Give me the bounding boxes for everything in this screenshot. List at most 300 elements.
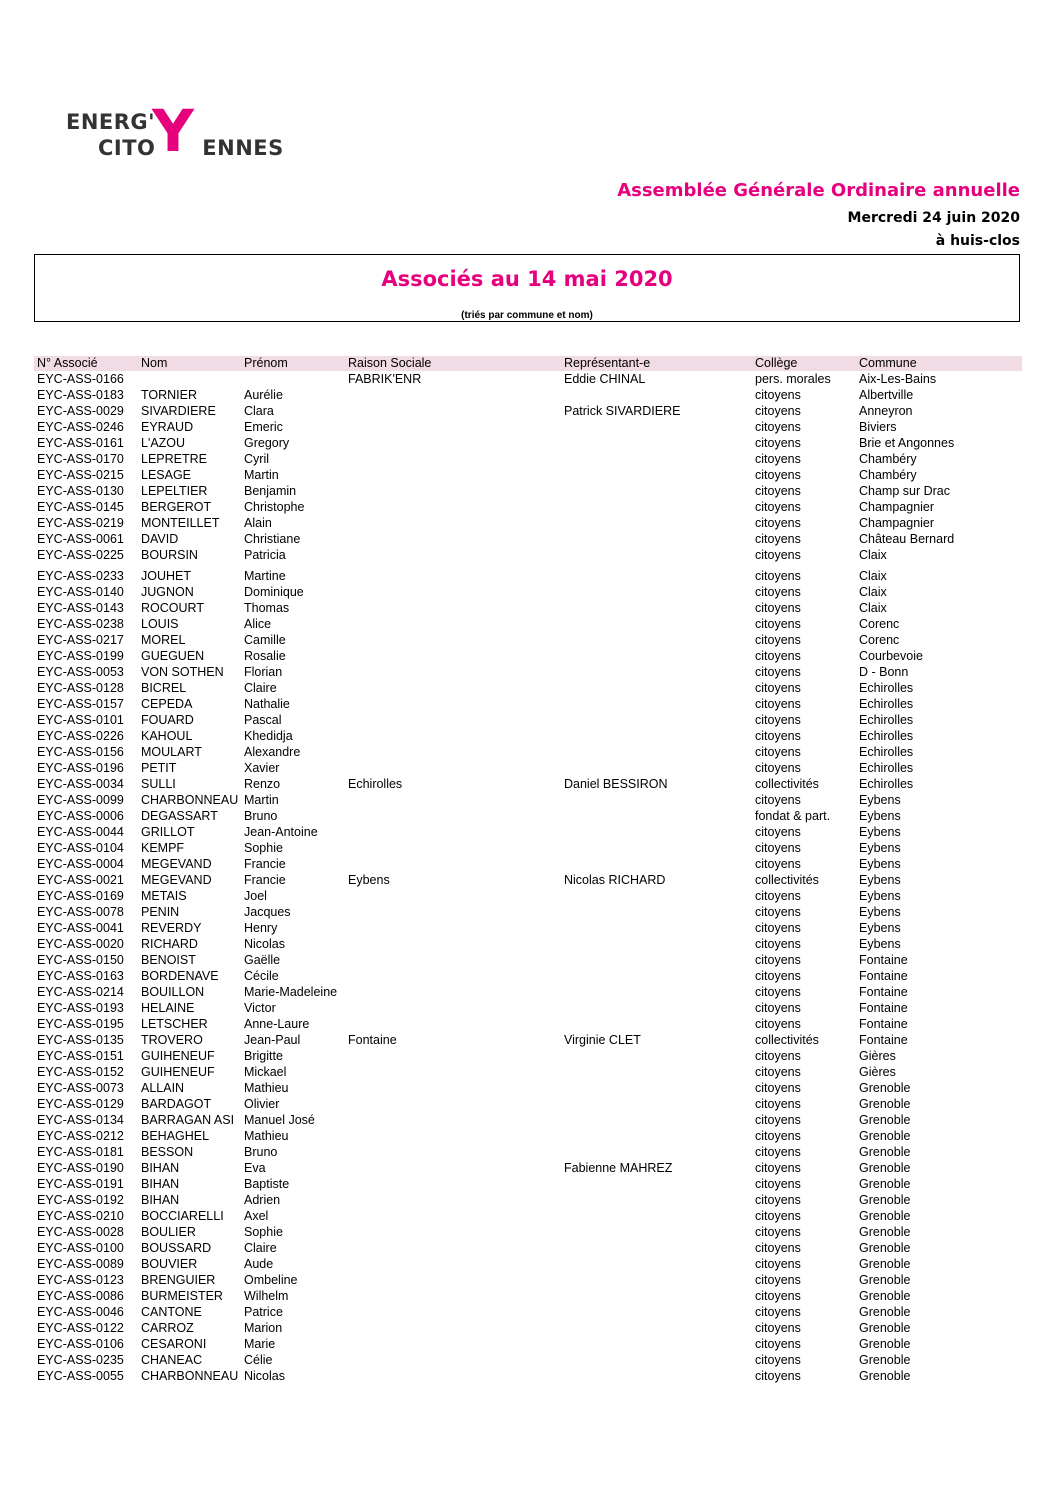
- table-row: [34, 403, 1022, 419]
- table-row: [34, 1096, 1022, 1112]
- table-cell: EYC-ASS-0055: [37, 1369, 124, 1383]
- table-cell: GUIHENEUF: [141, 1049, 215, 1063]
- table-cell: Marie-Madeleine: [244, 985, 338, 999]
- table-cell: Echirolles: [859, 681, 914, 695]
- table-cell: EYC-ASS-0021: [37, 873, 124, 887]
- table-cell: MOULART: [141, 745, 202, 759]
- table-cell: citoyens: [755, 1177, 801, 1191]
- table-cell: citoyens: [755, 745, 801, 759]
- table-cell: Grenoble: [859, 1305, 911, 1319]
- table-cell: citoyens: [755, 729, 801, 743]
- table-row: [34, 1128, 1022, 1144]
- table-cell: METAIS: [141, 889, 187, 903]
- table-cell: Xavier: [244, 761, 280, 775]
- table-cell: EYC-ASS-0157: [37, 697, 124, 711]
- table-cell: Alain: [244, 516, 272, 530]
- logo-line1: ENERG': [66, 110, 156, 134]
- table-cell: Cyril: [244, 452, 269, 466]
- table-cell: citoyens: [755, 649, 801, 663]
- table-cell: citoyens: [755, 1273, 801, 1287]
- table-cell: Daniel BESSIRON: [564, 777, 668, 791]
- table-cell: citoyens: [755, 516, 801, 530]
- table-cell: LESAGE: [141, 468, 192, 482]
- table-cell: Thomas: [244, 601, 290, 615]
- table-cell: LETSCHER: [141, 1017, 208, 1031]
- table-cell: Claire: [244, 681, 277, 695]
- table-cell: Patrick SIVARDIERE: [564, 404, 681, 418]
- table-cell: EYC-ASS-0183: [37, 388, 124, 402]
- column-header: Raison Sociale: [348, 356, 432, 370]
- table-row: [34, 1176, 1022, 1192]
- table-cell: Eybens: [859, 793, 901, 807]
- table-cell: Albertville: [859, 388, 914, 402]
- table-cell: SIVARDIERE: [141, 404, 216, 418]
- table-cell: Grenoble: [859, 1321, 911, 1335]
- table-cell: citoyens: [755, 1209, 801, 1223]
- table-cell: EYC-ASS-0210: [37, 1209, 124, 1223]
- table-cell: Biviers: [859, 420, 897, 434]
- table-cell: EYC-ASS-0061: [37, 532, 124, 546]
- members-table: [34, 356, 1022, 1384]
- table-cell: VON SOTHEN: [141, 665, 224, 679]
- table-cell: EYC-ASS-0219: [37, 516, 124, 530]
- table-cell: citoyens: [755, 953, 801, 967]
- table-cell: D - Bonn: [859, 665, 909, 679]
- table-cell: Mathieu: [244, 1081, 289, 1095]
- table-cell: Cécile: [244, 969, 279, 983]
- table-cell: L'AZOU: [141, 436, 186, 450]
- table-cell: CEPEDA: [141, 697, 193, 711]
- table-cell: Grenoble: [859, 1337, 911, 1351]
- table-cell: citoyens: [755, 1065, 801, 1079]
- table-row: [34, 435, 1022, 451]
- table-cell: Echirolles: [859, 729, 914, 743]
- table-cell: Mathieu: [244, 1129, 289, 1143]
- table-cell: EYC-ASS-0099: [37, 793, 124, 807]
- table-cell: citoyens: [755, 1113, 801, 1127]
- table-cell: HELAINE: [141, 1001, 195, 1015]
- table-cell: Grenoble: [859, 1177, 911, 1191]
- table-cell: Echirolles: [859, 761, 914, 775]
- table-cell: BEHAGHEL: [141, 1129, 210, 1143]
- table-cell: Eybens: [859, 873, 901, 887]
- table-cell: BIHAN: [141, 1193, 180, 1207]
- table-cell: EYC-ASS-0041: [37, 921, 124, 935]
- table-cell: EYC-ASS-0214: [37, 985, 124, 999]
- table-cell: Grenoble: [859, 1241, 911, 1255]
- table-cell: EYC-ASS-0101: [37, 713, 124, 727]
- table-cell: EYC-ASS-0225: [37, 548, 124, 562]
- table-cell: citoyens: [755, 617, 801, 631]
- table-row: [34, 952, 1022, 968]
- table-cell: citoyens: [755, 404, 801, 418]
- column-header: Représentant-e: [564, 356, 651, 370]
- table-cell: EYC-ASS-0151: [37, 1049, 124, 1063]
- table-cell: citoyens: [755, 697, 801, 711]
- table-row: [34, 840, 1022, 856]
- table-cell: Jean-Paul: [244, 1033, 301, 1047]
- table-cell: Eybens: [348, 873, 390, 887]
- table-cell: EYC-ASS-0191: [37, 1177, 124, 1191]
- table-row: [34, 824, 1022, 840]
- table-cell: citoyens: [755, 468, 801, 482]
- table-cell: EYC-ASS-0238: [37, 617, 124, 631]
- table-cell: ROCOURT: [141, 601, 204, 615]
- table-row: [34, 1064, 1022, 1080]
- table-cell: citoyens: [755, 388, 801, 402]
- table-cell: BARDAGOT: [141, 1097, 212, 1111]
- table-row: [34, 1336, 1022, 1352]
- column-header: Collège: [755, 356, 798, 370]
- table-cell: Claix: [859, 548, 887, 562]
- table-cell: KAHOUL: [141, 729, 193, 743]
- table-cell: Grenoble: [859, 1209, 911, 1223]
- table-cell: LEPELTIER: [141, 484, 208, 498]
- table-cell: Nicolas: [244, 1369, 285, 1383]
- table-cell: citoyens: [755, 1289, 801, 1303]
- table-row: [34, 1352, 1022, 1368]
- table-cell: Fabienne MAHREZ: [564, 1161, 673, 1175]
- table-cell: Grenoble: [859, 1257, 911, 1271]
- table-cell: Chambéry: [859, 468, 917, 482]
- table-cell: EYC-ASS-0053: [37, 665, 124, 679]
- table-cell: citoyens: [755, 665, 801, 679]
- table-row: [34, 1112, 1022, 1128]
- table-cell: Gières: [859, 1065, 896, 1079]
- table-cell: Martine: [244, 569, 286, 583]
- table-cell: BENOIST: [141, 953, 196, 967]
- table-cell: Claix: [859, 601, 887, 615]
- table-cell: BESSON: [141, 1145, 194, 1159]
- table-cell: Echirolles: [859, 713, 914, 727]
- table-cell: Marion: [244, 1321, 283, 1335]
- table-row: [34, 1080, 1022, 1096]
- table-cell: EYC-ASS-0193: [37, 1001, 124, 1015]
- table-cell: EYC-ASS-0100: [37, 1241, 124, 1255]
- table-cell: Grenoble: [859, 1353, 911, 1367]
- table-cell: EYC-ASS-0086: [37, 1289, 124, 1303]
- table-cell: Pascal: [244, 713, 282, 727]
- table-body: [34, 371, 1022, 1384]
- table-cell: collectivités: [755, 1033, 819, 1047]
- table-cell: BERGEROT: [141, 500, 212, 514]
- table-cell: citoyens: [755, 420, 801, 434]
- table-cell: Gregory: [244, 436, 290, 450]
- table-cell: Sophie: [244, 841, 283, 855]
- table-cell: EYC-ASS-0235: [37, 1353, 124, 1367]
- table-cell: Sophie: [244, 1225, 283, 1239]
- table-row: [34, 1032, 1022, 1048]
- table-cell: Fontaine: [859, 953, 908, 967]
- table-cell: citoyens: [755, 1145, 801, 1159]
- table-row: [34, 1000, 1022, 1016]
- table-cell: citoyens: [755, 1081, 801, 1095]
- table-row: [34, 968, 1022, 984]
- table-cell: Jean-Antoine: [244, 825, 318, 839]
- table-cell: CANTONE: [141, 1305, 202, 1319]
- table-cell: Fontaine: [859, 985, 908, 999]
- table-cell: BURMEISTER: [141, 1289, 223, 1303]
- table-cell: Eybens: [859, 809, 901, 823]
- table-cell: EYC-ASS-0161: [37, 436, 124, 450]
- table-cell: BOUSSARD: [141, 1241, 212, 1255]
- table-cell: citoyens: [755, 1097, 801, 1111]
- table-cell: Fontaine: [859, 1017, 908, 1031]
- table-cell: Marie: [244, 1337, 276, 1351]
- table-cell: EYC-ASS-0195: [37, 1017, 124, 1031]
- table-header: [34, 356, 1022, 371]
- table-cell: TORNIER: [141, 388, 198, 402]
- table-cell: Nathalie: [244, 697, 290, 711]
- table-cell: Célie: [244, 1353, 273, 1367]
- table-cell: Aude: [244, 1257, 274, 1271]
- table-cell: Eybens: [859, 841, 901, 855]
- table-cell: Aurélie: [244, 388, 283, 402]
- table-cell: citoyens: [755, 1225, 801, 1239]
- table-cell: Clara: [244, 404, 274, 418]
- table-row: [34, 936, 1022, 952]
- table-cell: Champ sur Drac: [859, 484, 950, 498]
- table-cell: EYC-ASS-0028: [37, 1225, 124, 1239]
- table-cell: JOUHET: [141, 569, 191, 583]
- table-row: [34, 728, 1022, 744]
- table-cell: citoyens: [755, 985, 801, 999]
- table-row: [34, 1368, 1022, 1384]
- table-cell: Renzo: [244, 777, 281, 791]
- table-cell: Corenc: [859, 633, 900, 647]
- table-row: [34, 744, 1022, 760]
- table-cell: EYC-ASS-0166: [37, 372, 124, 386]
- table-row: [34, 584, 1022, 600]
- table-row: [34, 808, 1022, 824]
- table-cell: citoyens: [755, 905, 801, 919]
- table-cell: EYC-ASS-0246: [37, 420, 124, 434]
- table-cell: Echirolles: [859, 777, 914, 791]
- table-row: [34, 1192, 1022, 1208]
- table-cell: MEGEVAND: [141, 857, 212, 871]
- table-cell: Grenoble: [859, 1273, 911, 1287]
- table-row: [34, 920, 1022, 936]
- table-cell: citoyens: [755, 436, 801, 450]
- table-cell: citoyens: [755, 585, 801, 599]
- table-cell: citoyens: [755, 713, 801, 727]
- table-cell: EYC-ASS-0029: [37, 404, 124, 418]
- table-cell: Grenoble: [859, 1369, 911, 1383]
- table-cell: EYC-ASS-0181: [37, 1145, 124, 1159]
- table-row: [34, 1304, 1022, 1320]
- table-row: [34, 984, 1022, 1000]
- table-cell: PETIT: [141, 761, 177, 775]
- table-cell: EYC-ASS-0128: [37, 681, 124, 695]
- table-cell: EYC-ASS-0217: [37, 633, 124, 647]
- table-cell: Fontaine: [859, 969, 908, 983]
- table-row: [34, 888, 1022, 904]
- document-title: Associés au 14 mai 2020: [381, 267, 673, 291]
- table-cell: Fontaine: [859, 1001, 908, 1015]
- table-cell: BRENGUIER: [141, 1273, 216, 1287]
- table-cell: Fontaine: [859, 1033, 908, 1047]
- table-cell: Rosalie: [244, 649, 286, 663]
- table-row: [34, 1144, 1022, 1160]
- table-cell: REVERDY: [141, 921, 202, 935]
- table-cell: Adrien: [244, 1193, 281, 1207]
- table-cell: Anne-Laure: [244, 1017, 310, 1031]
- table-cell: citoyens: [755, 1193, 801, 1207]
- table-cell: Grenoble: [859, 1193, 911, 1207]
- table-cell: Eddie CHINAL: [564, 372, 646, 386]
- table-cell: citoyens: [755, 841, 801, 855]
- column-header: Nom: [141, 356, 168, 370]
- table-row: [34, 483, 1022, 499]
- table-cell: MEGEVAND: [141, 873, 212, 887]
- table-cell: Alexandre: [244, 745, 301, 759]
- table-cell: GUIHENEUF: [141, 1065, 215, 1079]
- table-cell: BOCCIARELLI: [141, 1209, 224, 1223]
- table-row: [34, 419, 1022, 435]
- table-cell: Echirolles: [348, 777, 403, 791]
- table-cell: Eybens: [859, 889, 901, 903]
- table-cell: EYC-ASS-0034: [37, 777, 124, 791]
- table-cell: EYC-ASS-0129: [37, 1097, 124, 1111]
- table-cell: Echirolles: [859, 745, 914, 759]
- table-cell: citoyens: [755, 1241, 801, 1255]
- table-cell: BORDENAVE: [141, 969, 219, 983]
- table-cell: Wilhelm: [244, 1289, 289, 1303]
- table-cell: Christophe: [244, 500, 305, 514]
- table-cell: Martin: [244, 468, 279, 482]
- table-cell: CHANEAC: [141, 1353, 203, 1367]
- table-row: [34, 451, 1022, 467]
- table-cell: Baptiste: [244, 1177, 290, 1191]
- table-cell: Champagnier: [859, 500, 935, 514]
- table-cell: citoyens: [755, 1049, 801, 1063]
- table-cell: Mickael: [244, 1065, 287, 1079]
- table-cell: collectivités: [755, 873, 819, 887]
- table-cell: Eybens: [859, 937, 901, 951]
- table-cell: citoyens: [755, 1257, 801, 1271]
- table-cell: Eybens: [859, 857, 901, 871]
- table-cell: Anneyron: [859, 404, 913, 418]
- table-cell: citoyens: [755, 889, 801, 903]
- table-cell: GUEGUEN: [141, 649, 205, 663]
- table-cell: EYC-ASS-0169: [37, 889, 124, 903]
- table-cell: Virginie CLET: [564, 1033, 641, 1047]
- table-row: [34, 1256, 1022, 1272]
- table-cell: Gières: [859, 1049, 896, 1063]
- table-cell: Joel: [244, 889, 267, 903]
- company-logo: [66, 97, 284, 166]
- table-cell: EYC-ASS-0170: [37, 452, 124, 466]
- table-row: [34, 776, 1022, 792]
- table-row: [34, 600, 1022, 616]
- table-cell: LOUIS: [141, 617, 179, 631]
- table-cell: citoyens: [755, 761, 801, 775]
- table-cell: pers. morales: [755, 372, 831, 386]
- table-cell: Bruno: [244, 1145, 278, 1159]
- table-cell: EYC-ASS-0192: [37, 1193, 124, 1207]
- logo-line2: CITO ENNES: [98, 136, 284, 160]
- table-cell: MOREL: [141, 633, 186, 647]
- table-cell: EYC-ASS-0130: [37, 484, 124, 498]
- table-cell: EYC-ASS-0152: [37, 1065, 124, 1079]
- table-cell: Martin: [244, 793, 279, 807]
- table-cell: Echirolles: [859, 697, 914, 711]
- table-cell: Khedidja: [244, 729, 293, 743]
- table-row: [34, 616, 1022, 632]
- table-cell: citoyens: [755, 1129, 801, 1143]
- table-cell: BOUVIER: [141, 1257, 198, 1271]
- table-cell: CESARONI: [141, 1337, 207, 1351]
- table-cell: BOURSIN: [141, 548, 198, 562]
- table-cell: Eva: [244, 1161, 266, 1175]
- table-cell: citoyens: [755, 1369, 801, 1383]
- table-cell: Emeric: [244, 420, 283, 434]
- table-cell: citoyens: [755, 681, 801, 695]
- document-subtitle: (triés par commune et nom): [461, 310, 593, 321]
- table-row: [34, 904, 1022, 920]
- table-row: [34, 696, 1022, 712]
- table-cell: Jacques: [244, 905, 291, 919]
- table-cell: Florian: [244, 665, 283, 679]
- table-cell: TROVERO: [141, 1033, 203, 1047]
- table-cell: Aix-Les-Bains: [859, 372, 937, 386]
- table-cell: Ombeline: [244, 1273, 298, 1287]
- table-cell: CARROZ: [141, 1321, 194, 1335]
- table-cell: CHARBONNEAU: [141, 793, 239, 807]
- table-row: [34, 1288, 1022, 1304]
- meeting-title: Assemblée Générale Ordinaire annuelle: [617, 180, 1020, 201]
- table-cell: Grenoble: [859, 1097, 911, 1111]
- table-cell: EYC-ASS-0156: [37, 745, 124, 759]
- table-cell: BARRAGAN ASI: [141, 1113, 235, 1127]
- table-cell: ALLAIN: [141, 1081, 185, 1095]
- meeting-place: à huis-clos: [935, 233, 1020, 249]
- table-cell: citoyens: [755, 532, 801, 546]
- table-cell: citoyens: [755, 1001, 801, 1015]
- table-cell: EYC-ASS-0163: [37, 969, 124, 983]
- table-cell: citoyens: [755, 1337, 801, 1351]
- table-cell: Nicolas: [244, 937, 285, 951]
- table-row: [34, 1240, 1022, 1256]
- table-cell: RICHARD: [141, 937, 198, 951]
- table-cell: GRILLOT: [141, 825, 195, 839]
- table-cell: EYC-ASS-0073: [37, 1081, 124, 1095]
- table-row: [34, 1224, 1022, 1240]
- table-cell: Axel: [244, 1209, 269, 1223]
- table-row: [34, 760, 1022, 776]
- table-cell: citoyens: [755, 1353, 801, 1367]
- table-row: [34, 1160, 1022, 1176]
- table-row: [34, 467, 1022, 483]
- table-cell: DAVID: [141, 532, 179, 546]
- table-cell: Claix: [859, 585, 887, 599]
- table-cell: EYRAUD: [141, 420, 194, 434]
- table-cell: Grenoble: [859, 1081, 911, 1095]
- table-cell: Benjamin: [244, 484, 297, 498]
- table-row: [34, 1016, 1022, 1032]
- table-row: [34, 531, 1022, 547]
- table-cell: citoyens: [755, 793, 801, 807]
- table-cell: EYC-ASS-0020: [37, 937, 124, 951]
- table-cell: Claix: [859, 569, 887, 583]
- table-cell: EYC-ASS-0044: [37, 825, 124, 839]
- table-cell: citoyens: [755, 857, 801, 871]
- table-cell: BOULIER: [141, 1225, 196, 1239]
- table-row: [34, 515, 1022, 531]
- table-cell: citoyens: [755, 633, 801, 647]
- table-cell: Champagnier: [859, 516, 935, 530]
- table-cell: Francie: [244, 857, 286, 871]
